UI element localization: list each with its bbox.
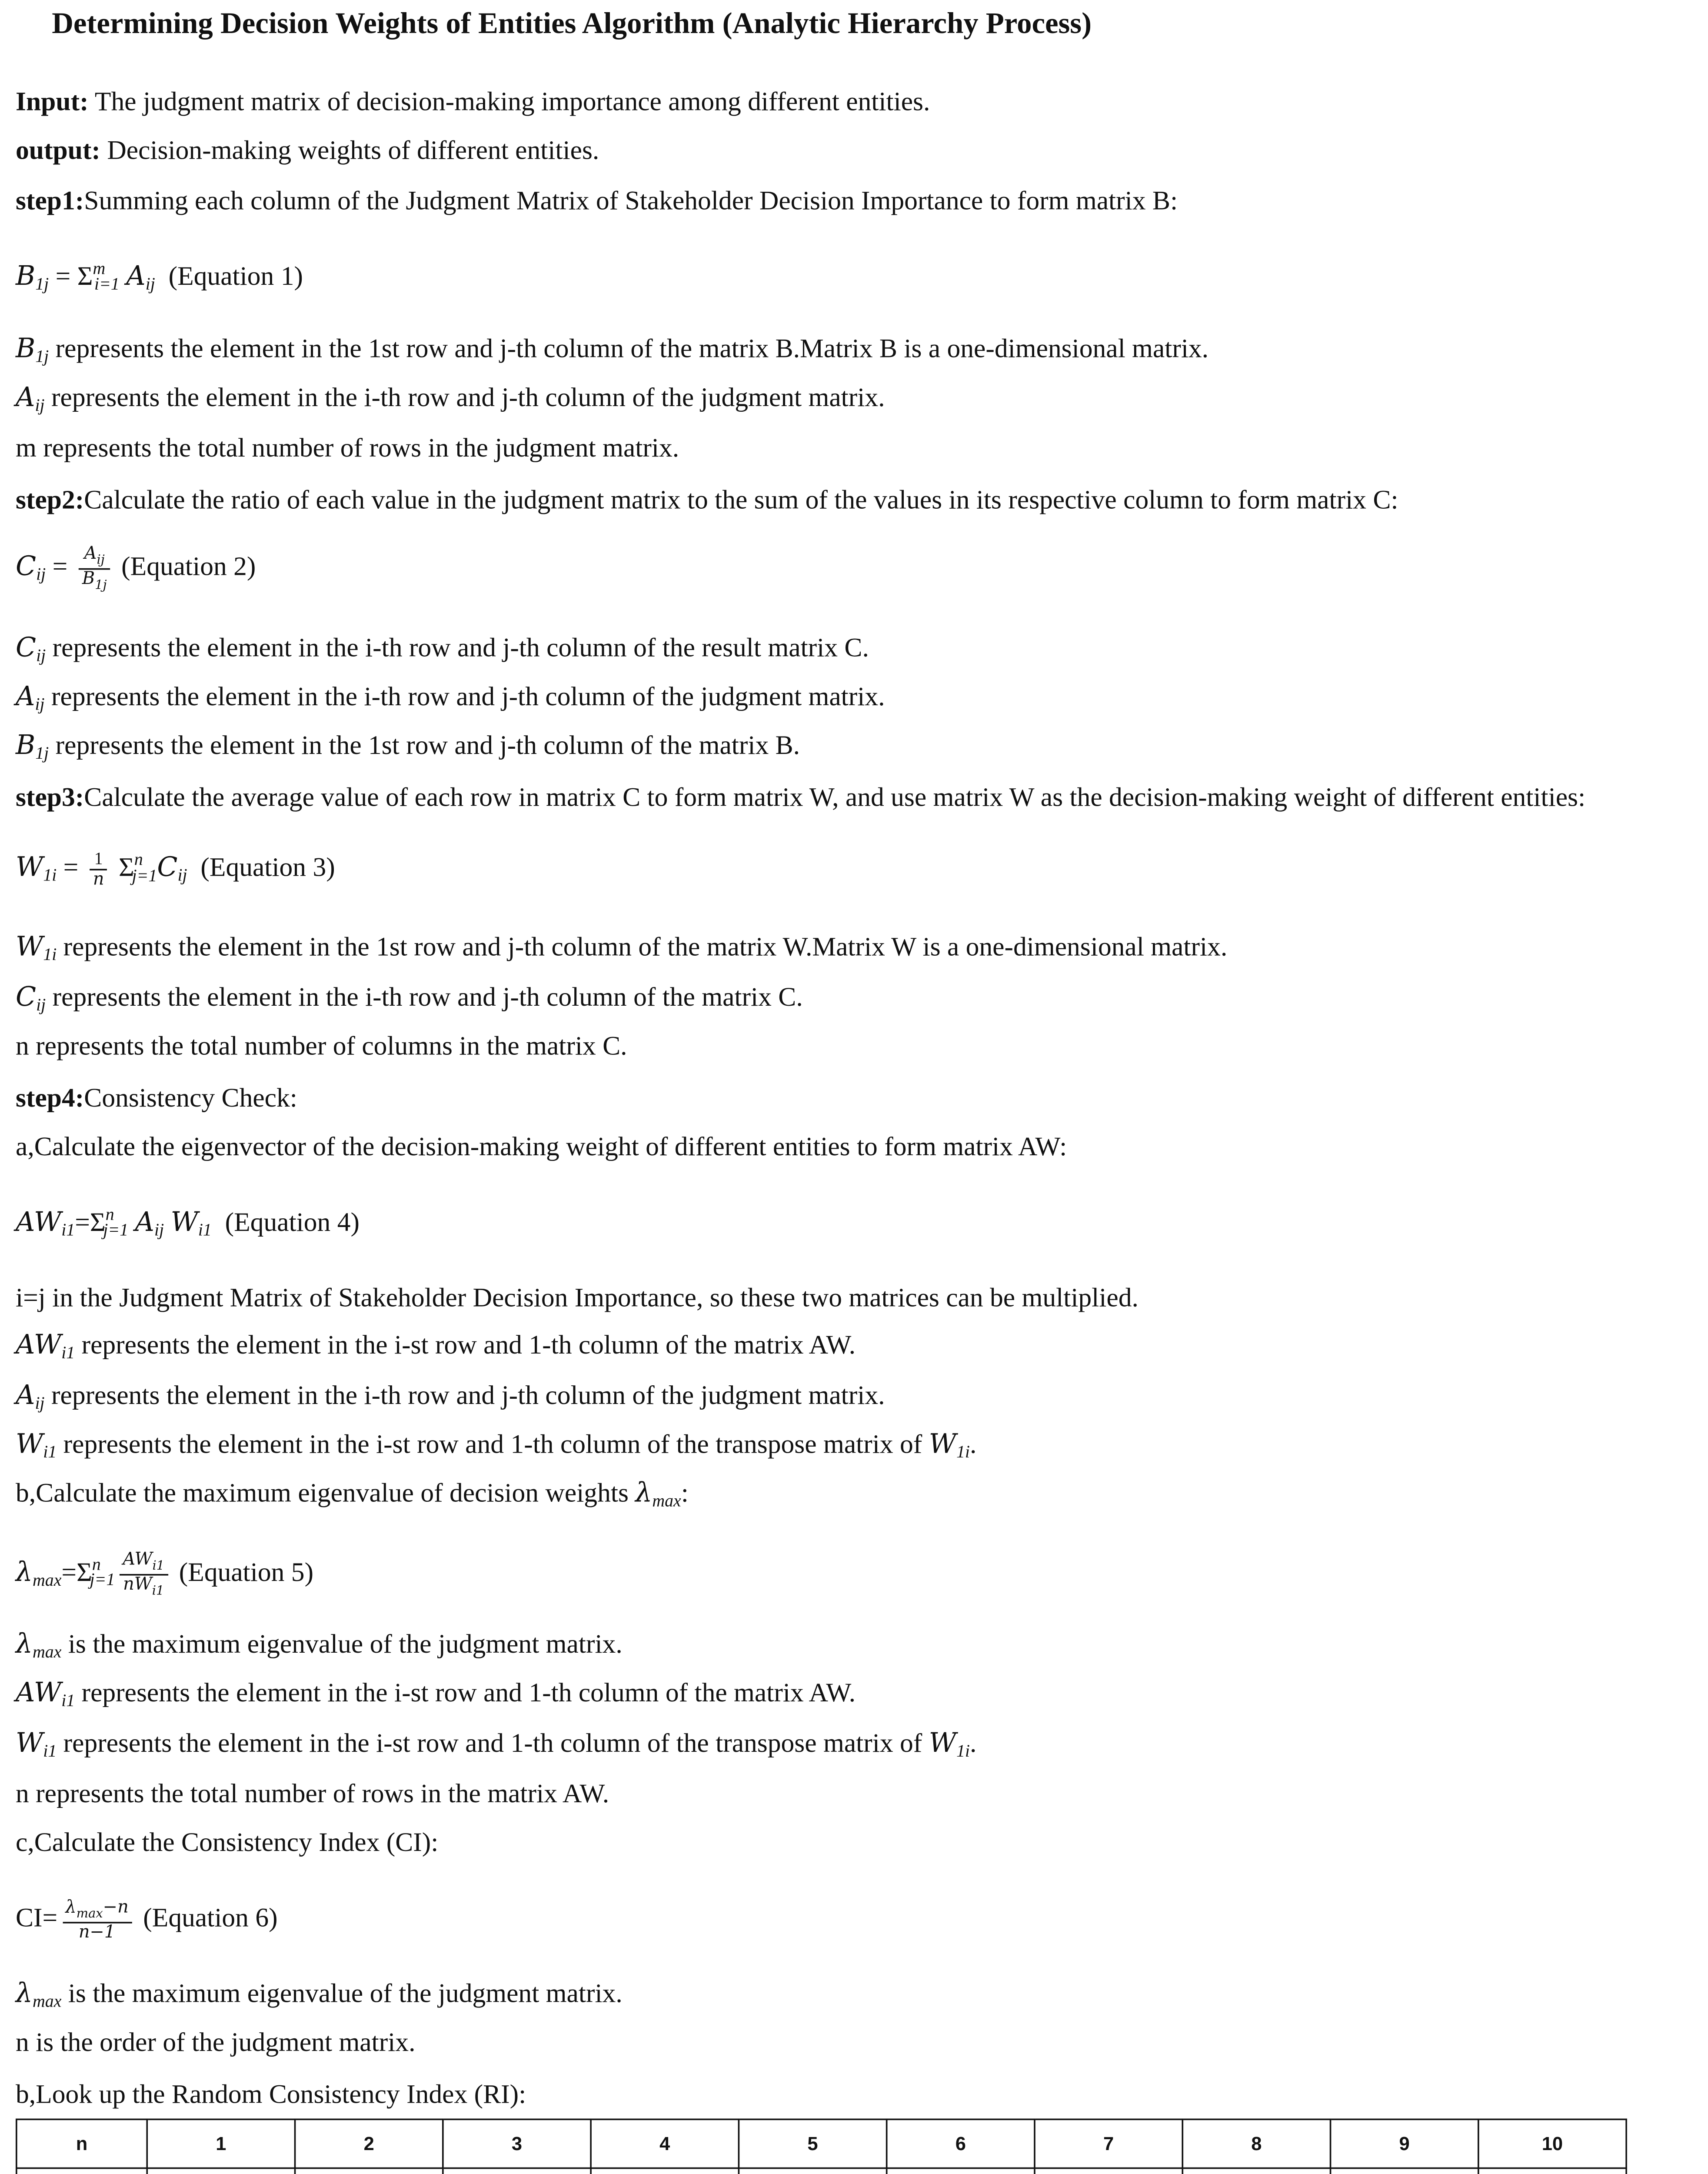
step2-def-a: $A_{ij}$ represents the element in the i-th row and j-th column of the judgment matrix. bbox=[16, 681, 885, 715]
ri-table bbox=[16, 2119, 1627, 2174]
input-text: The judgment matrix of decision-making importance among different entities. bbox=[88, 87, 930, 117]
equation-3-tag: (Equation 3) bbox=[200, 852, 335, 883]
ri-table-cell: 2 bbox=[295, 2119, 443, 2168]
step1-line bbox=[16, 187, 1178, 214]
step2-label: step2: bbox=[16, 484, 84, 515]
step4c-def-lambda: $\lambda_{max}$ is the maximum eigenvalue of the judgment matrix. bbox=[16, 1978, 623, 2012]
ri-table-cell: 3 bbox=[443, 2119, 591, 2168]
page-title: Determining Decision Weights of Entities Algorithm (Analytic Hierarchy Process) bbox=[52, 8, 1092, 41]
step4-label: step4: bbox=[16, 1083, 84, 1113]
step3-label: step3: bbox=[16, 782, 84, 812]
step3-def-w: $W_{1i}$ represents the element in the 1st row and j-th column of the matrix W.Matrix W is a one-dimensional matrix. bbox=[16, 932, 1228, 965]
step1-def-m: m represents the total number of rows in the judgment matrix. bbox=[16, 433, 679, 463]
ri-table-cell bbox=[591, 2168, 739, 2174]
equation-1: $B_{1j} = \Sigma^m_{i=1}$ $A_{ij}$ (Equation 1) bbox=[16, 260, 303, 294]
step4b-def-n: n represents the total number of rows in the matrix AW. bbox=[16, 1778, 609, 1809]
equation-6: CI= $\frac{\lambda_{max}-n}{n-1}$ (Equation 6) bbox=[16, 1897, 278, 1943]
ri-table-cell bbox=[739, 2168, 886, 2174]
ri-table-cell: 4 bbox=[591, 2119, 739, 2168]
ri-table-cell bbox=[1478, 2168, 1626, 2174]
step2-def-c: $C_{ij}$ represents the element in the i-th row and j-th column of the result matrix C. bbox=[16, 633, 869, 666]
output-text: Decision-making weights of different entities. bbox=[100, 135, 599, 166]
ri-table-cell bbox=[1035, 2168, 1182, 2174]
step4c-line: c,Calculate the Consistency Index (CI): bbox=[16, 1827, 439, 1857]
ri-table-cell bbox=[17, 2168, 147, 2174]
step4c-def-n: n is the order of the judgment matrix. bbox=[16, 2027, 416, 2057]
step4b-def-aw: $AW_{i1}$ represents the element in the i-st row and 1-th column of the matrix AW. bbox=[16, 1677, 856, 1711]
step3-def-n: n represents the total number of columns in the matrix C. bbox=[16, 1031, 627, 1061]
step4b-def-lambda: $\lambda_{max}$ is the maximum eigenvalue of the judgment matrix. bbox=[16, 1629, 623, 1662]
ri-table-cell bbox=[147, 2168, 295, 2174]
algorithm-document bbox=[16, 0, 1693, 2174]
step2-text: Calculate the ratio of each value in the judgment matrix to the sum of the values in its respective column to form matrix C: bbox=[84, 484, 1398, 515]
step4a-def-w: $W_{i1}$ represents the element in the i-st row and 1-th column of the transpose matrix of $W_{1i}$. bbox=[16, 1429, 977, 1462]
ri-table-cell bbox=[1331, 2168, 1478, 2174]
ri-table-cell bbox=[443, 2168, 591, 2174]
ri-table-cell bbox=[1182, 2168, 1330, 2174]
ri-table-cell: 6 bbox=[887, 2119, 1035, 2168]
step4b-line: b,Calculate the maximum eigenvalue of decision weights $\lambda_{max}$: bbox=[16, 1478, 689, 1511]
equation-5-tag: (Equation 5) bbox=[179, 1557, 314, 1587]
step1-text: Summing each column of the Judgment Matrix of Stakeholder Decision Importance to form matrix B: bbox=[84, 186, 1178, 216]
equation-4: $AW_{i1}=\Sigma^n_{j=1}$ $A_{ij}$ $W_{i1}$ (Equation 4) bbox=[16, 1205, 360, 1240]
ri-table-cell: 9 bbox=[1331, 2119, 1478, 2168]
step1-label: step1: bbox=[16, 186, 84, 216]
step4-line bbox=[16, 1084, 297, 1111]
equation-2: $C_{ij}$ = $\frac{A_{ij}}{B_{1j}}$ (Equation 2) bbox=[16, 543, 256, 592]
step3-line bbox=[16, 784, 1585, 811]
ri-table-cell: 7 bbox=[1035, 2119, 1182, 2168]
ri-table-cell bbox=[887, 2168, 1035, 2174]
output-label: output: bbox=[16, 135, 100, 166]
step1-def-a: $A_{ij}$ represents the element in the i-th row and j-th column of the judgment matrix. bbox=[16, 382, 885, 416]
output-line bbox=[16, 137, 599, 164]
step4a-def-aw: $AW_{i1}$ represents the element in the i-st row and 1-th column of the matrix AW. bbox=[16, 1330, 856, 1363]
equation-5: $\lambda_{max}=\Sigma^n_{j=1}$ $\frac{AW_{i1}}{nW_{i1}}$ (Equation 5) bbox=[16, 1549, 314, 1598]
step4a-def-a: $A_{ij}$ represents the element in the i-th row and j-th column of the judgment matrix. bbox=[16, 1380, 885, 1414]
step3-text: Calculate the average value of each row in matrix C to form matrix W, and use matrix W as the decision-making weight of different entities: bbox=[84, 782, 1586, 812]
step3-def-c: $C_{ij}$ represents the element in the i-th row and j-th column of the matrix C. bbox=[16, 982, 803, 1015]
step4a-line: a,Calculate the eigenvector of the decision-making weight of different entities to form matrix AW: bbox=[16, 1131, 1067, 1162]
step4b-def-w: $W_{i1}$ represents the element in the i-st row and 1-th column of the transpose matrix of $W_{1i}$. bbox=[16, 1728, 977, 1761]
equation-2-tag: (Equation 2) bbox=[121, 551, 256, 582]
ri-table-cell: n bbox=[17, 2119, 147, 2168]
ri-table-value-row bbox=[17, 2168, 1626, 2174]
step4a-def-ij: i=j in the Judgment Matrix of Stakeholder Decision Importance, so these two matrices can be multiplied. bbox=[16, 1283, 1139, 1313]
ri-table-cell bbox=[295, 2168, 443, 2174]
step4-text: Consistency Check: bbox=[84, 1083, 297, 1113]
ri-table-cell: 10 bbox=[1478, 2119, 1626, 2168]
step4d-line: b,Look up the Random Consistency Index (RI): bbox=[16, 2079, 526, 2109]
equation-6-tag: (Equation 6) bbox=[143, 1903, 278, 1933]
step1-def-b: $B_{1j}$ represents the element in the 1st row and j-th column of the matrix B.Matrix B is a one-dimensional matrix. bbox=[16, 333, 1209, 367]
equation-4-tag: (Equation 4) bbox=[225, 1207, 360, 1237]
ri-table-cell: 5 bbox=[739, 2119, 886, 2168]
input-label: Input: bbox=[16, 87, 89, 117]
equation-3: $W_{1i}$ = $\frac{1}{n}$ $\Sigma^n_{j=1}C_{ij}$ (Equation 3) bbox=[16, 850, 335, 890]
ri-table-cell: 8 bbox=[1182, 2119, 1330, 2168]
equation-1-tag: (Equation 1) bbox=[168, 261, 303, 291]
ri-table-cell: 1 bbox=[147, 2119, 295, 2168]
ri-table-header-row bbox=[17, 2119, 1626, 2168]
step2-line bbox=[16, 484, 1398, 515]
input-line bbox=[16, 88, 930, 115]
step2-def-b: $B_{1j}$ represents the element in the 1st row and j-th column of the matrix B. bbox=[16, 730, 800, 764]
